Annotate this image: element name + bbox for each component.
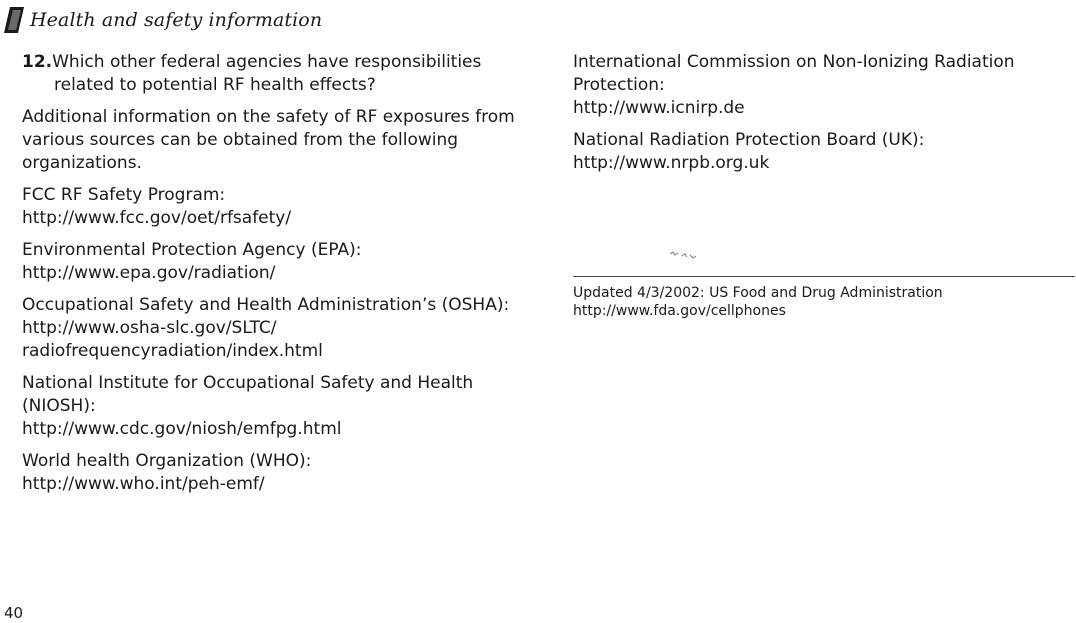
tab-marker-icon [4, 7, 24, 33]
update-text: Updated 4/3/2002: US Food and Drug Administration [573, 285, 943, 301]
update-url[interactable]: http://www.fda.gov/cellphones [573, 303, 786, 319]
org-name: National Institute for Occupational Safety and Health (NIOSH): [22, 373, 474, 416]
question-number: 12. [22, 52, 53, 72]
org-url[interactable]: http://www.nrpb.org.uk [573, 153, 770, 173]
org-name: International Commission on Non-Ionizing Radiation Protection: [573, 52, 1015, 95]
org-entry-nrpb [573, 129, 1063, 175]
org-url[interactable]: http://www.who.int/peh-emf/ [22, 474, 265, 494]
section-title: Health and safety information [30, 9, 323, 31]
intro-paragraph: Additional information on the safety of RF exposures from various sources can be obtained from the following organizations. [22, 107, 515, 173]
org-entry-osha [22, 294, 532, 363]
right-column [573, 51, 1063, 184]
org-url[interactable]: http://www.fcc.gov/oet/rfsafety/ [22, 208, 292, 228]
org-url[interactable]: http://www.epa.gov/radiation/ [22, 263, 276, 283]
question-text: Which other federal agencies have responsibilities related to potential RF health effects? [52, 52, 482, 95]
page-header [4, 6, 322, 34]
org-url[interactable]: http://www.icnirp.de [573, 98, 745, 118]
org-name: National Radiation Protection Board (UK): [573, 130, 925, 150]
org-entry-epa [22, 239, 532, 285]
org-url[interactable]: http://www.osha-slc.gov/SLTC/ radiofrequencyradiation/index.html [22, 318, 323, 361]
org-name: Occupational Safety and Health Administration’s (OSHA): [22, 295, 510, 315]
footnote-divider [573, 276, 1075, 277]
scan-speck-mark [668, 248, 702, 262]
org-entry-who [22, 450, 532, 496]
update-note [573, 284, 943, 320]
org-name: Environmental Protection Agency (EPA): [22, 240, 362, 260]
org-entry-icnirp [573, 51, 1063, 120]
question-12 [22, 51, 532, 97]
page-number: 40 [4, 604, 24, 622]
org-entry-fcc [22, 184, 532, 230]
left-column [22, 51, 532, 505]
org-name: FCC RF Safety Program: [22, 185, 226, 205]
org-url[interactable]: http://www.cdc.gov/niosh/emfpg.html [22, 419, 342, 439]
org-name: World health Organization (WHO): [22, 451, 312, 471]
org-entry-niosh [22, 372, 532, 441]
